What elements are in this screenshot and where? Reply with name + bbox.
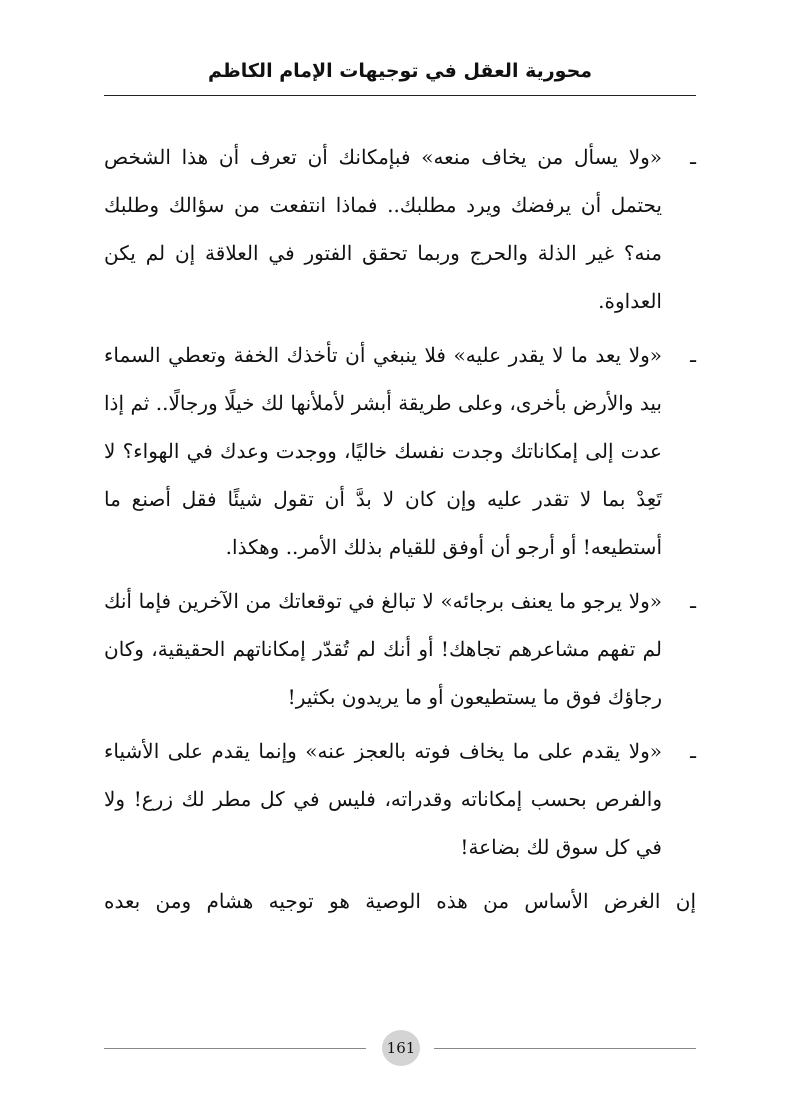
page-footer [104, 1030, 696, 1066]
bullet-text: «ولا يرجو ما يعنف برجائه» لا تبالغ في توقعاتك من الآخرين فإما أنك لم تفهم مشاعرهم تجاهك! أو أنك لم تُقدّر إمكاناتهم الحقيقية، وكان رجاؤك فوق ما يستطيعون أو ما يريدون بكثير! [104, 589, 662, 709]
footer-divider-right [434, 1048, 696, 1049]
bullet-text: «ولا يعد ما لا يقدر عليه» فلا ينبغي أن تأخذك الخفة وتعطي السماء بيد والأرض بأخرى، وعلى طريقة أبشر لأملأنها لك خيلًا ورجالًا.. ثم إذا عدت إلى إمكاناتك وجدت نفسك خاليًا، ووجدت وعدك في الهواء؟ لا تَعِدْ بما لا تقدر عليه وإن كان لا بدَّ أن تقول شيئًا فقل أصنع ما أستطيعه! أو أرجو أن أوفق للقيام بذلك الأمر.. وهكذا. [104, 343, 662, 559]
page-number: 161 [382, 1030, 420, 1066]
footer-divider-left [104, 1048, 366, 1049]
dash-marker: ـ [690, 589, 696, 613]
bullet-item [104, 133, 696, 325]
closing-paragraph: إن الغرض الأساس من هذه الوصية هو توجيه هشام ومن بعده [104, 889, 696, 913]
dash-marker: ـ [690, 343, 696, 367]
bullet-text: «ولا يسأل من يخاف منعه» فبإمكانك أن تعرف أن هذا الشخص يحتمل أن يرفضك ويرد مطلبك.. فماذا انتفعت من سؤالك وطلبك منه؟ غير الذلة والحرج وربما تحقق الفتور في العلاقة إن لم يكن العداوة. [104, 145, 662, 313]
bullet-item [104, 727, 696, 871]
dash-marker: ـ [690, 739, 696, 763]
dash-marker: ـ [690, 145, 696, 169]
bullet-item [104, 577, 696, 721]
page-body [104, 133, 696, 925]
header-divider [104, 95, 696, 96]
bullet-item [104, 331, 696, 571]
bullet-text: «ولا يقدم على ما يخاف فوته بالعجز عنه» وإنما يقدم على الأشياء والفرص بحسب إمكاناته وقدراته، فليس في كل مطر لك زرع! ولا في كل سوق لك بضاعة! [104, 739, 662, 859]
running-header: محورية العقل في توجيهات الإمام الكاظم [207, 60, 593, 82]
